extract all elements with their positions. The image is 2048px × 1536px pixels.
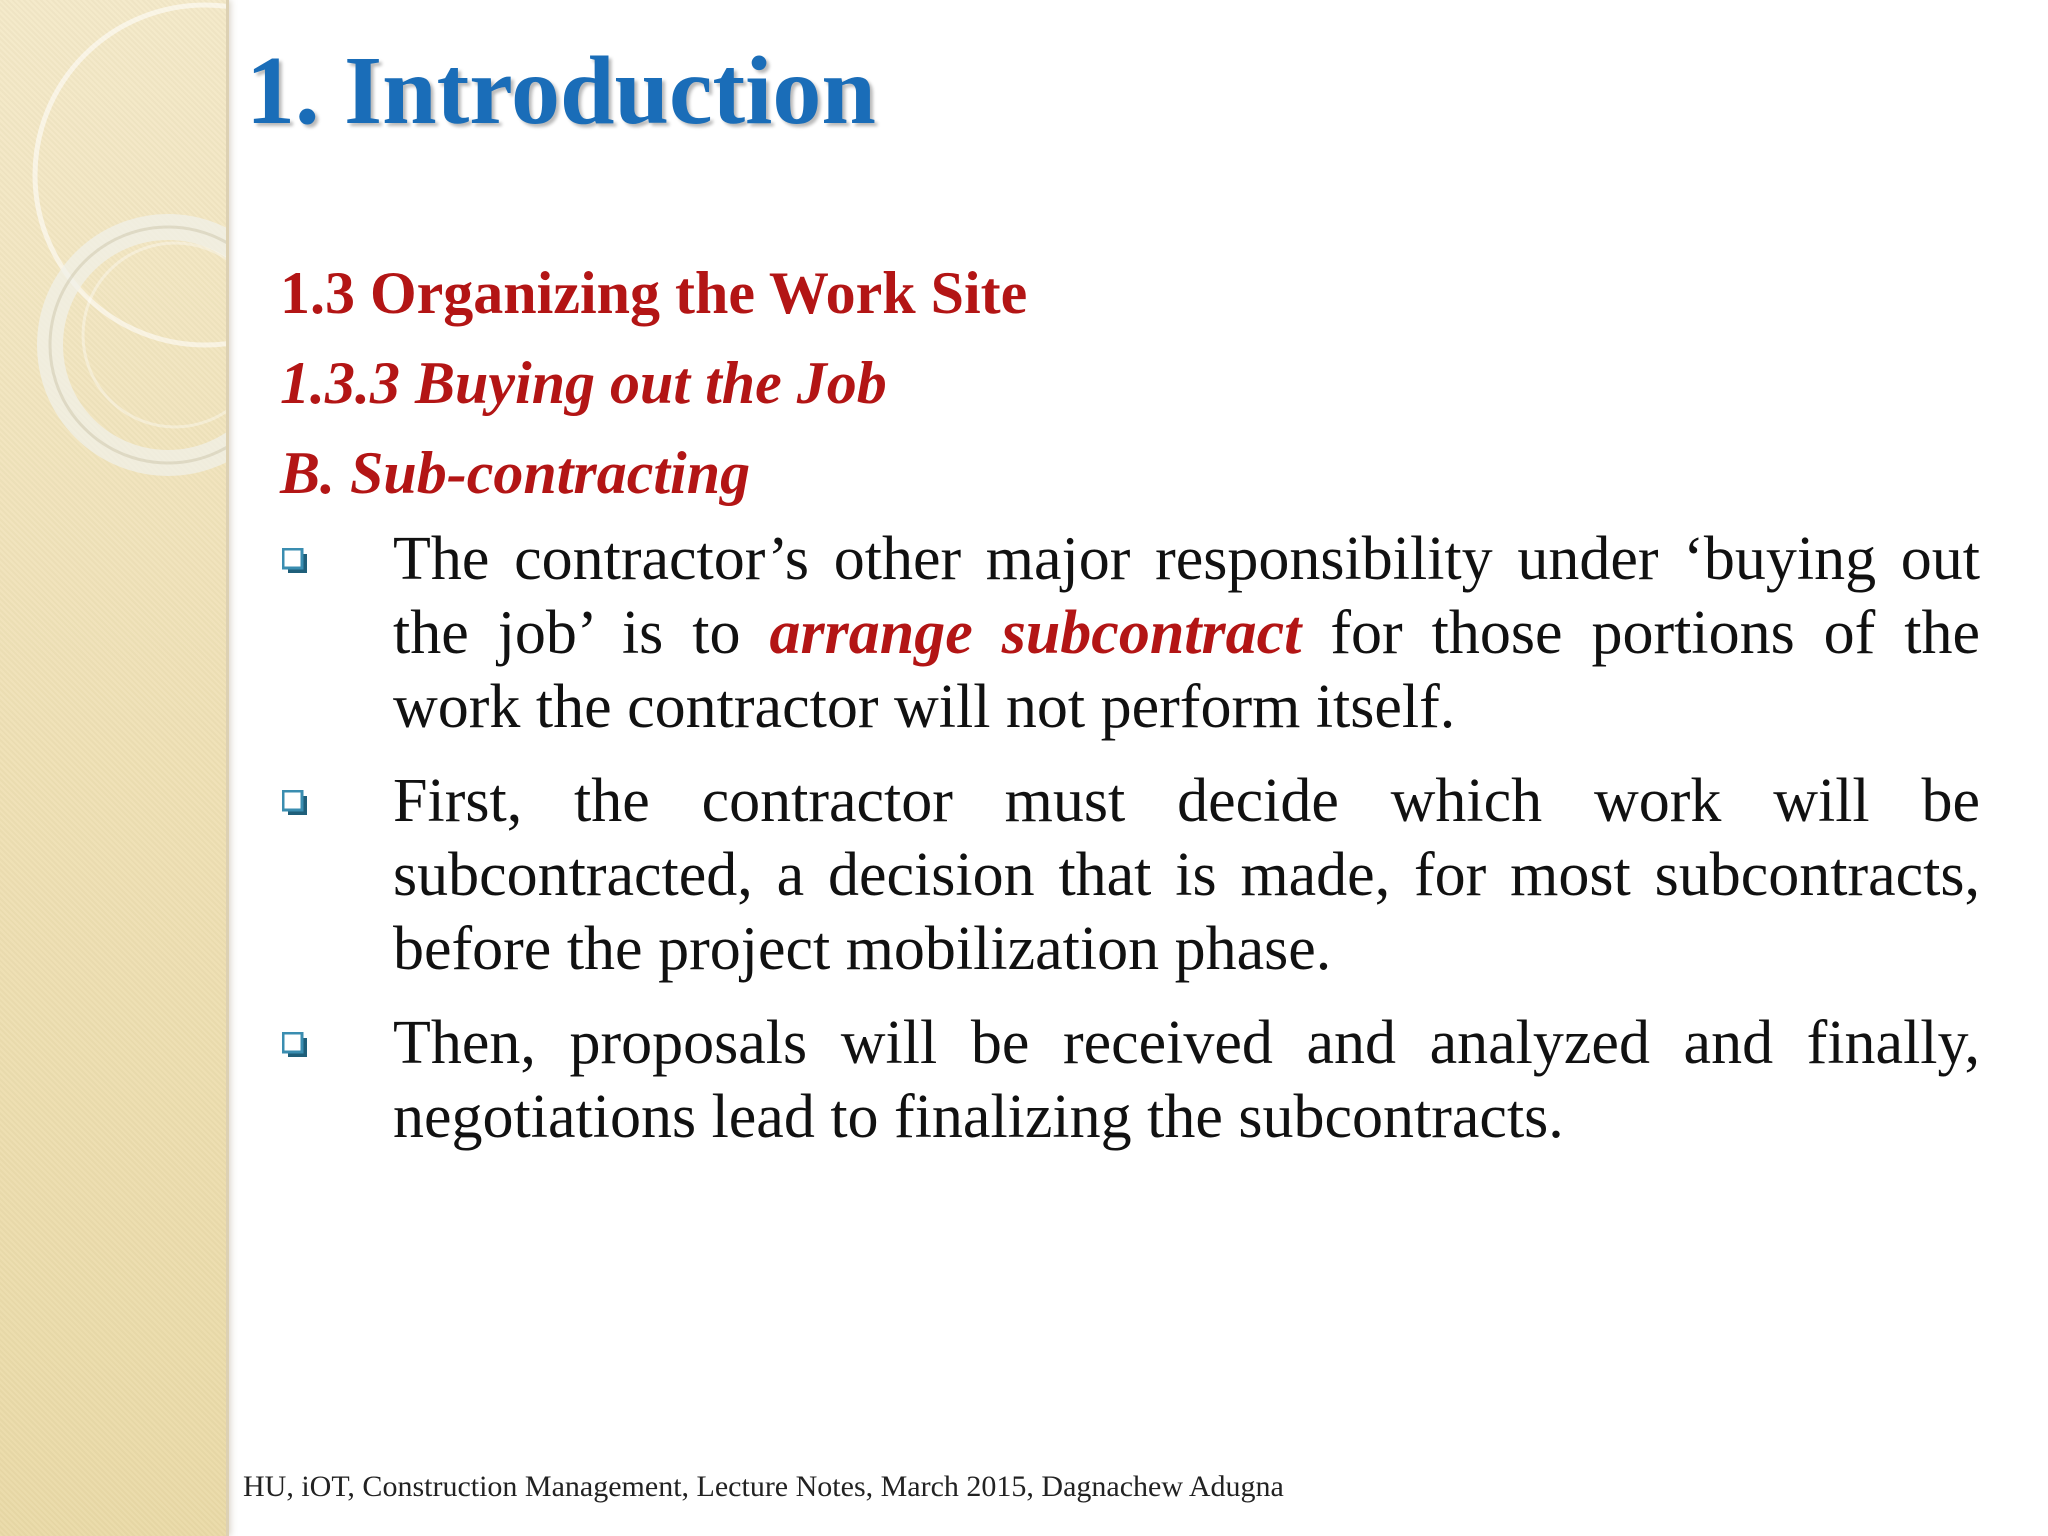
bullet-item: [280, 764, 1980, 986]
emphasized-term: arrange subcontract: [769, 599, 1302, 667]
bullet-list: [280, 522, 1980, 1154]
decorative-sidebar: [0, 0, 229, 1536]
hollow-square-icon: [282, 1032, 308, 1058]
bullet-text-part: for those portions of the work the contractor will not perform itself.: [393, 599, 1981, 741]
topic-heading: B. Sub-contracting: [280, 440, 751, 506]
slide-title: 1. Introduction: [246, 37, 876, 145]
hollow-square-icon: [282, 548, 308, 574]
section-heading: 1.3 Organizing the Work Site: [280, 260, 1028, 326]
bullet-text-part: The contractor’s other major responsibility under ‘buying out the job’ is to: [393, 525, 1980, 667]
slide-content: [280, 248, 1980, 1174]
bullet-item: [280, 1006, 1980, 1154]
bullet-text: Then, proposals will be received and analyzed and finally, negotiations lead to finalizing the subcontracts.: [393, 1009, 1980, 1151]
bullet-text: First, the contractor must decide which work will be subcontracted, a decision that is made, for most subcontracts, before the project mobilization phase.: [393, 767, 1980, 983]
slide-footer: HU, iOT, Construction Management, Lecture Notes, March 2015, Dagnachew Adugna: [243, 1470, 1284, 1503]
decorative-rings-graphic: [0, 0, 226, 1536]
subsection-heading: 1.3.3 Buying out the Job: [280, 350, 887, 416]
hollow-square-icon: [282, 790, 308, 816]
bullet-item: [280, 522, 1980, 744]
